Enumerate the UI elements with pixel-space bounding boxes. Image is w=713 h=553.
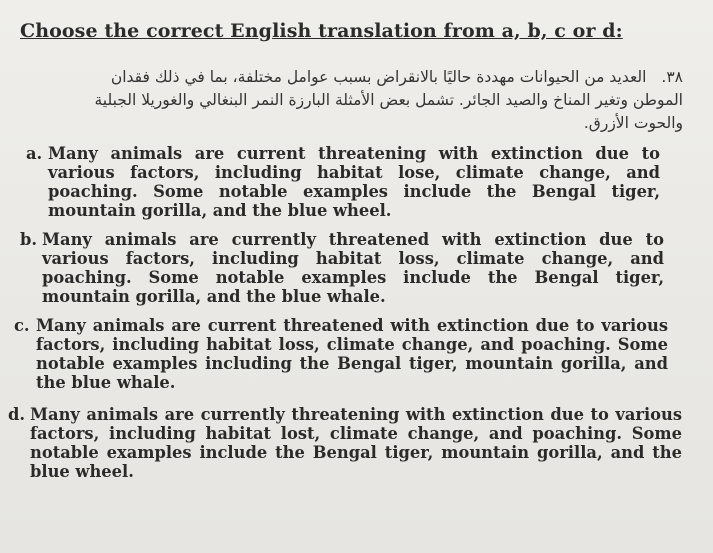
option-c[interactable] xyxy=(14,316,668,392)
option-letter: c. xyxy=(14,316,30,335)
option-text: Many animals are currently threatening with extinction due to various factors, including habitat lost, climate change, and poaching. Some notable examples include the Bengal tiger, mountain gorilla, and the blue wheel. xyxy=(30,405,682,481)
arabic-question xyxy=(83,66,683,135)
instruction-heading: Choose the correct English translation from a, b, c or d: xyxy=(20,20,623,42)
option-a[interactable] xyxy=(26,144,660,220)
option-b[interactable] xyxy=(20,230,664,306)
option-letter: d. xyxy=(8,405,26,424)
option-text: Many animals are current threatening with extinction due to various factors, including habitat lose, climate change, and poaching. Some notable examples include the Bengal tiger, mountain gorilla, and the blue wheel. xyxy=(48,144,660,220)
question-number: ٣٨. xyxy=(661,68,683,86)
arabic-question-text: العديد من الحيوانات مهددة حاليًا بالانقراض بسبب عوامل مختلفة، بما في ذلك فقدان الموطن وتغير المناخ والصيد الجائر. تشمل بعض الأمثلة البارزة النمر البنغالي والغوريلا الجبلية والحوت الأزرق. xyxy=(94,68,683,132)
option-letter: b. xyxy=(20,230,38,249)
option-letter: a. xyxy=(26,144,43,163)
option-text: Many animals are currently threatened with extinction due to various factors, including habitat loss, climate change, and poaching. Some notable examples include the Bengal tiger, mountain gorilla, and the blue whale. xyxy=(42,230,664,306)
option-text: Many animals are current threatened with extinction due to various factors, including habitat loss, climate change, and poaching. Some notable examples including the Bengal tiger, mountain gorilla, and the blue whale. xyxy=(36,316,668,392)
option-d[interactable] xyxy=(8,405,682,481)
